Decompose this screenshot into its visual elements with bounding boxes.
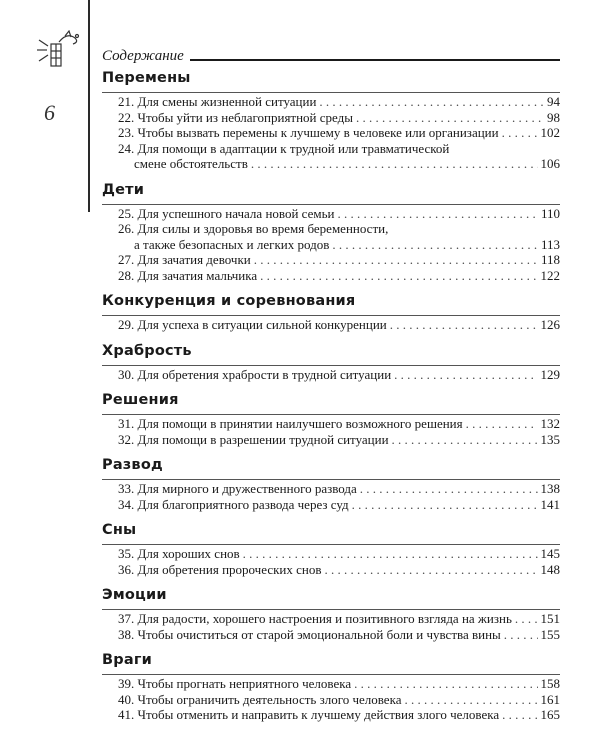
entry-page-number: 106	[540, 156, 560, 171]
dot-leader	[515, 611, 538, 627]
toc-entry[interactable]	[102, 546, 560, 562]
entry-text: 41. Чтобы отменить и направить к лучшему действия злого человека	[118, 707, 500, 722]
entry-line	[118, 481, 560, 497]
entry-text: 32. Для помощи в разрешении трудной ситуации	[118, 431, 389, 447]
entry-line	[118, 546, 560, 562]
section-rule	[102, 609, 560, 610]
entry-line	[118, 611, 560, 627]
dot-leader	[466, 416, 538, 432]
section-rule	[102, 479, 560, 480]
section-title: Враги	[102, 652, 152, 668]
entry-line	[118, 432, 560, 448]
entry-line	[118, 221, 560, 237]
entry-page-number: 135	[540, 431, 560, 447]
entry-page-number: 158	[540, 676, 560, 691]
entry-page-number: 161	[540, 691, 560, 707]
entry-page-number: 122	[540, 267, 560, 283]
dot-leader	[319, 94, 544, 110]
entry-line	[118, 94, 560, 110]
toc-entry[interactable]	[102, 562, 560, 578]
section-title: Решения	[102, 392, 179, 408]
entry-text: 38. Чтобы очиститься от старой эмоциональной боли и чувства вины	[118, 626, 501, 642]
entry-text: 39. Чтобы прогнать неприятного человека	[118, 676, 352, 691]
toc-entry[interactable]	[102, 692, 560, 708]
toc-section	[102, 388, 560, 447]
dot-leader	[352, 497, 538, 513]
section-title: Храбрость	[102, 342, 192, 359]
entry-text: 30. Для обретения храбрости в трудной ситуации	[118, 366, 392, 382]
toc-header	[102, 44, 560, 64]
dot-leader	[354, 676, 537, 692]
dot-leader	[251, 156, 538, 172]
section-title: Конкуренция и соревнования	[102, 293, 356, 309]
entry-page-number: 126	[540, 317, 560, 332]
section-rule	[102, 414, 560, 415]
entry-page-number: 148	[540, 561, 560, 577]
toc-section	[102, 583, 560, 642]
entry-text: 28. Для зачатия мальчика	[118, 267, 258, 283]
entry-line	[118, 692, 560, 708]
section-title: Эмоции	[102, 587, 167, 603]
entry-page-number: 98	[547, 109, 560, 125]
toc-entry[interactable]	[102, 707, 560, 723]
toc-entry[interactable]	[102, 110, 560, 126]
toc-entry[interactable]	[102, 221, 560, 252]
toc-entry[interactable]	[102, 611, 560, 627]
toc-entry[interactable]	[102, 367, 560, 383]
entry-line	[118, 367, 560, 383]
dot-leader	[392, 432, 538, 448]
entry-line	[118, 141, 560, 157]
header-rule	[190, 59, 560, 61]
entry-text: 31. Для помощи в принятии наилучшего возможного решения	[118, 416, 463, 431]
toc-entry[interactable]	[102, 627, 560, 643]
section-rule	[102, 544, 560, 545]
section-rule	[102, 315, 560, 316]
entry-page-number: 132	[540, 416, 560, 431]
entry-text: 34. Для благоприятного развода через суд	[118, 496, 349, 512]
section-rule	[102, 365, 560, 366]
entry-line	[118, 416, 560, 432]
entry-text: 21. Для смены жизненной ситуации	[118, 94, 317, 109]
toc-section	[102, 178, 560, 284]
entry-line	[118, 676, 560, 692]
entry-line	[118, 627, 560, 643]
entry-page-number: 145	[540, 546, 560, 561]
entry-page-number: 113	[540, 236, 560, 252]
toc-entry[interactable]	[102, 676, 560, 692]
margin-rule	[88, 0, 90, 212]
dot-leader	[404, 692, 537, 708]
dot-leader	[394, 367, 537, 383]
entry-page-number: 141	[540, 496, 560, 512]
dot-leader	[254, 252, 538, 268]
toc-section	[102, 518, 560, 577]
dot-leader	[390, 317, 538, 333]
entry-text: 27. Для зачатия девочки	[118, 252, 251, 267]
toc-entry[interactable]	[102, 94, 560, 110]
section-rule	[102, 204, 560, 205]
toc-entry[interactable]	[102, 141, 560, 172]
entry-page-number: 110	[540, 205, 560, 221]
section-title: Дети	[102, 181, 145, 198]
entry-line	[118, 110, 560, 126]
dot-leader	[360, 481, 538, 497]
section-rule	[102, 674, 560, 675]
dot-leader	[332, 237, 538, 253]
entry-text: 24. Для помощи в адаптации к трудной или травматической	[118, 140, 450, 156]
entry-text: 29. Для успеха в ситуации сильной конкуренции	[118, 317, 387, 332]
entry-text: 22. Чтобы уйти из неблагоприятной среды	[118, 109, 353, 125]
entry-page-number: 151	[540, 611, 560, 626]
dot-leader	[243, 546, 538, 562]
section-title: Перемены	[102, 70, 191, 86]
toc-entry[interactable]	[102, 416, 560, 432]
section-title: Развод	[102, 457, 163, 473]
entry-line	[118, 125, 560, 141]
dot-leader	[502, 707, 537, 723]
entry-line	[118, 252, 560, 268]
entry-text: 26. Для силы и здоровья во время беременности,	[118, 221, 389, 236]
entry-line	[118, 206, 560, 222]
entry-text: 25. Для успешного начала новой семьи	[118, 205, 335, 221]
toc-section	[102, 66, 560, 172]
toc-entry[interactable]	[102, 481, 560, 497]
toc-section	[102, 339, 560, 383]
entry-page-number: 102	[540, 125, 560, 140]
toc-entry[interactable]	[102, 317, 560, 333]
dot-leader	[337, 206, 538, 222]
toc-section	[102, 648, 560, 723]
entry-text: смене обстоятельств	[134, 156, 248, 171]
toc-entry[interactable]	[102, 125, 560, 141]
dot-leader	[504, 627, 538, 643]
entry-text: а также безопасных и легких родов	[134, 236, 330, 252]
dot-leader	[502, 125, 538, 141]
toc-section	[102, 453, 560, 512]
table-of-contents	[102, 66, 560, 723]
entry-page-number: 94	[547, 94, 560, 109]
entry-text: 37. Для радости, хорошего настроения и позитивного взгляда на жизнь	[118, 611, 512, 626]
entry-text: 33. Для мирного и дружественного развода	[118, 481, 357, 496]
entry-text: 23. Чтобы вызвать перемены к лучшему в человеке или организации	[118, 125, 499, 140]
entry-page-number: 129	[540, 366, 560, 382]
dot-leader	[356, 110, 544, 126]
toc-title: Содержание	[102, 48, 184, 64]
entry-line	[118, 237, 560, 253]
entry-line	[118, 562, 560, 578]
page-number: 6	[44, 100, 55, 125]
entry-line	[118, 497, 560, 513]
toc-entry[interactable]	[102, 268, 560, 284]
entry-text: 36. Для обретения пророческих снов	[118, 561, 322, 577]
entry-text: 35. Для хороших снов	[118, 546, 240, 561]
dot-leader	[324, 562, 537, 578]
toc-entry[interactable]	[102, 432, 560, 448]
toc-entry[interactable]	[102, 206, 560, 222]
toc-entry[interactable]	[102, 497, 560, 513]
section-title: Сны	[102, 522, 137, 538]
entry-page-number: 155	[540, 626, 560, 642]
dot-leader	[260, 268, 537, 284]
entry-text: 40. Чтобы ограничить деятельность злого человека	[118, 691, 402, 707]
entry-line	[118, 707, 560, 723]
book-candle-icon	[35, 30, 85, 72]
toc-entry[interactable]	[102, 252, 560, 268]
section-rule	[102, 92, 560, 93]
entry-page-number: 138	[540, 481, 560, 496]
entry-line	[118, 268, 560, 284]
entry-page-number: 118	[540, 252, 560, 267]
entry-line	[118, 317, 560, 333]
entry-line	[118, 156, 560, 172]
entry-page-number: 165	[540, 707, 560, 722]
toc-section	[102, 289, 560, 333]
